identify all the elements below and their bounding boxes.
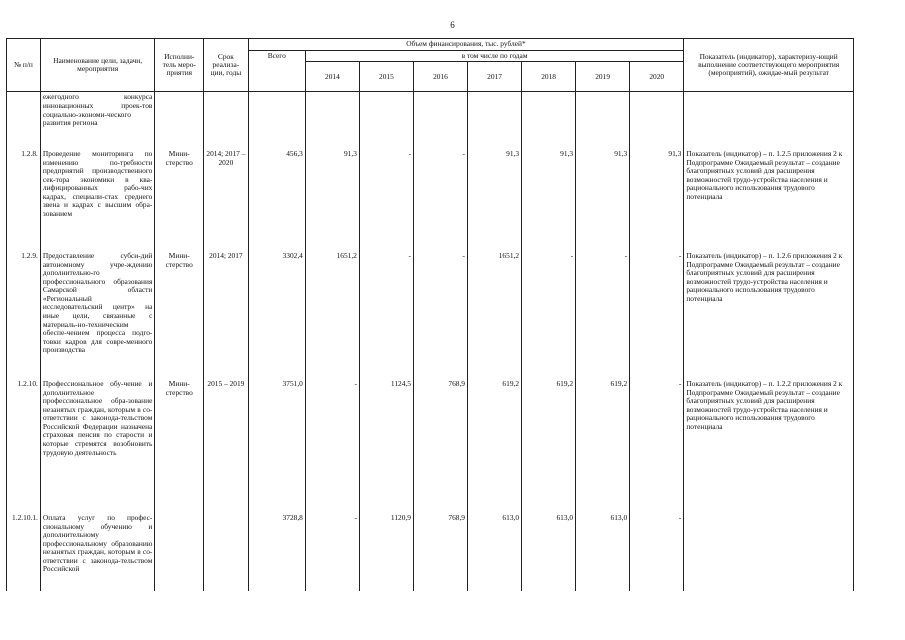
row-total: 3728,8 xyxy=(248,513,305,591)
row-year-value: - xyxy=(359,149,413,251)
row-total xyxy=(248,92,305,149)
row-total: 456,3 xyxy=(248,149,305,251)
row-year-value: 619,2 xyxy=(468,379,522,513)
header-year: 2020 xyxy=(630,62,684,92)
row-year-value: - xyxy=(305,379,359,513)
row-year-value: 619,2 xyxy=(576,379,630,513)
row-executor: Мини-стерство xyxy=(155,251,204,379)
header-year: 2018 xyxy=(522,62,576,92)
row-number xyxy=(7,92,41,149)
row-indicator: Показатель (индикатор) – п. 1.2.2 приложения 2 к Подпрограмме Ожидаемый результат – создание благоприятных условий для расширения возможностей трудо-устройства населения и рационального использования трудового потенциала xyxy=(684,379,854,513)
row-term xyxy=(204,513,249,591)
table-row xyxy=(7,149,854,251)
row-executor: Мини-стерство xyxy=(155,379,204,513)
table-row xyxy=(7,379,854,513)
row-executor xyxy=(155,92,204,149)
row-year-value: 768,9 xyxy=(413,513,467,591)
row-name: Профессиональное обу-чение и дополнительное профессиональное обра-зование незанятых граждан, которым в со-ответствии с законода-тельством Российской Федерации назначена страховая пенсия по старости и которые стремятся возобновить трудовую деятельность xyxy=(40,379,154,513)
page-number: 6 xyxy=(450,20,455,30)
row-number: 1.2.8. xyxy=(7,149,41,251)
row-year-value: - xyxy=(413,251,467,379)
row-total: 3751,0 xyxy=(248,379,305,513)
row-year-value: - xyxy=(630,251,684,379)
row-year-value: - xyxy=(413,149,467,251)
row-executor: Мини-стерство xyxy=(155,149,204,251)
row-executor xyxy=(155,513,204,591)
row-year-value: 91,3 xyxy=(576,149,630,251)
row-year-value: 613,0 xyxy=(522,513,576,591)
row-year-value: 613,0 xyxy=(576,513,630,591)
header-total: Всего xyxy=(248,51,305,92)
row-year-value xyxy=(468,92,522,149)
financing-table xyxy=(6,38,854,591)
row-year-value xyxy=(522,92,576,149)
row-year-value: 1120,9 xyxy=(359,513,413,591)
row-year-value: - xyxy=(305,513,359,591)
row-total: 3302,4 xyxy=(248,251,305,379)
row-year-value xyxy=(576,92,630,149)
row-year-value: - xyxy=(630,379,684,513)
header-year: 2019 xyxy=(576,62,630,92)
row-indicator xyxy=(684,92,854,149)
row-year-value: 1651,2 xyxy=(468,251,522,379)
row-number: 1.2.10.1. xyxy=(7,513,41,591)
row-number: 1.2.9. xyxy=(7,251,41,379)
row-year-value: 1124,5 xyxy=(359,379,413,513)
row-name: Проведение мониторинга по изменению по-требности предприятий производственного сек-тора экономики в ква-лифицированных рабо-чих кадрах, специали-стах среднего звена и кадрах с высшим обра-зованием xyxy=(40,149,154,251)
row-name: Предоставление субси-дий автономному учре-ждению дополнительно-го профессионального образования Самарской области «Региональный исследовательский центр» на иные цели, связанные с материаль-но-техническим обеспе-чением процесса подго-товки кадров для совре-менного производства xyxy=(40,251,154,379)
row-year-value: - xyxy=(359,251,413,379)
row-indicator: Показатель (индикатор) – п. 1.2.6 приложения 2 к Подпрограмме Ожидаемый результат – создание благоприятных условий для расширения возможностей трудо-устройства населения и рационального использования трудового потенциала xyxy=(684,251,854,379)
row-year-value xyxy=(630,92,684,149)
row-year-value xyxy=(359,92,413,149)
header-year: 2016 xyxy=(413,62,467,92)
row-indicator: Показатель (индикатор) – п. 1.2.5 приложения 2 к Подпрограмме Ожидаемый результат – создание благоприятных условий для расширения возможностей трудо-устройства населения и рационального использования трудового потенциала xyxy=(684,149,854,251)
row-year-value xyxy=(305,92,359,149)
row-name: ежегодного конкурса инновационных проек-тов социально-экономи-ческого развития региона xyxy=(40,92,154,149)
header-year: 2015 xyxy=(359,62,413,92)
table-row xyxy=(7,251,854,379)
row-year-value: - xyxy=(630,513,684,591)
row-year-value: 91,3 xyxy=(522,149,576,251)
row-indicator xyxy=(684,513,854,591)
row-term: 2015 – 2019 xyxy=(204,379,249,513)
row-term: 2014; 2017 – 2020 xyxy=(204,149,249,251)
header-term: Срок реализа-ции, годы xyxy=(204,39,249,92)
row-year-value: 768,9 xyxy=(413,379,467,513)
header-indicator: Показатель (индикатор), характеризу-ющий выполнение соответствующего мероприятия (мероприятий), ожидае-мый результат xyxy=(684,39,854,92)
row-year-value: - xyxy=(522,251,576,379)
row-year-value: - xyxy=(576,251,630,379)
row-year-value: 619,2 xyxy=(522,379,576,513)
header-by-years: в том числе по годам xyxy=(305,51,683,62)
row-year-value: 91,3 xyxy=(305,149,359,251)
header-no: № п/п xyxy=(7,39,41,92)
header-year: 2014 xyxy=(305,62,359,92)
row-number: 1.2.10. xyxy=(7,379,41,513)
header-executor: Исполни-тель меро-приятия xyxy=(155,39,204,92)
row-year-value: 1651,2 xyxy=(305,251,359,379)
row-year-value: 91,3 xyxy=(630,149,684,251)
row-year-value: 91,3 xyxy=(468,149,522,251)
header-volume: Объем финансирования, тыс. рублей* xyxy=(248,39,684,51)
table-row xyxy=(7,92,854,149)
header-year: 2017 xyxy=(468,62,522,92)
row-year-value: 613,0 xyxy=(468,513,522,591)
row-term xyxy=(204,92,249,149)
header-name: Наименование цели, задачи, мероприятия xyxy=(40,39,154,92)
row-name: Оплата услуг по профес-сиональному обучению и дополнительному профессиональному образованию незанятых граждан, которым в со-ответствии с законода-тельством Российской xyxy=(40,513,154,591)
table-row xyxy=(7,513,854,591)
row-year-value xyxy=(413,92,467,149)
row-term: 2014; 2017 xyxy=(204,251,249,379)
